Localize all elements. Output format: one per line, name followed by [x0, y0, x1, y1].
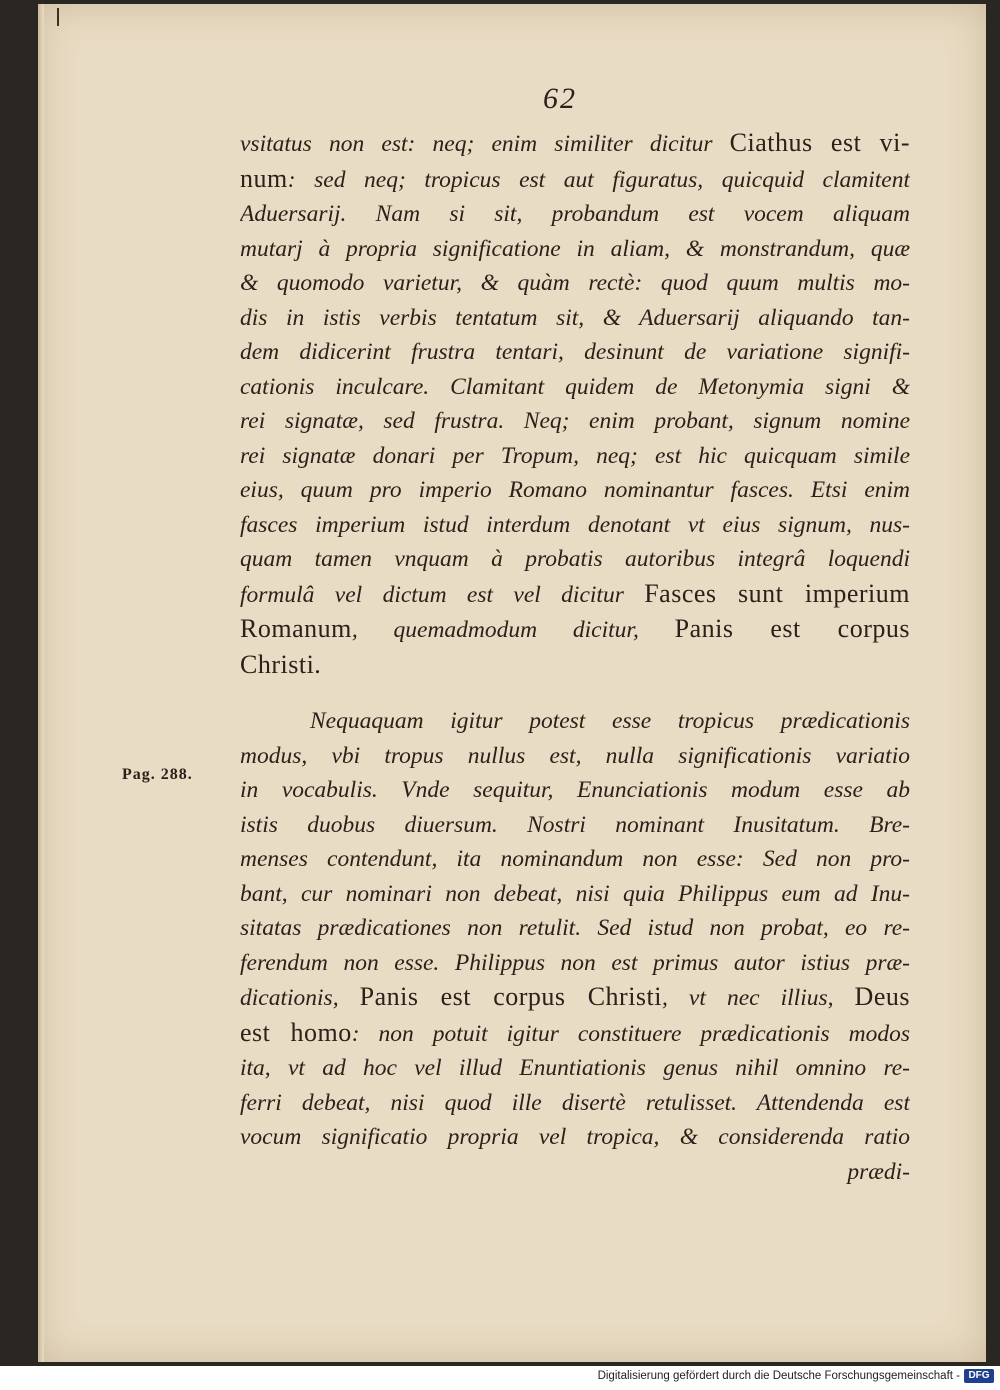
footer-credit: Digitalisierung gefördert durch die Deutsche Forschungsgemeinschaft - [597, 1370, 960, 1382]
text-line [240, 577, 910, 613]
italic-text: eius, quum pro imperio Romano nominantur fasces. Etsi enim [240, 477, 910, 503]
italic-text: Aduersarij. Nam si sit, probandum est vocem aliquam [240, 201, 910, 227]
italic-text: formulâ vel dictum est vel dicitur [240, 581, 645, 608]
text-line [240, 773, 910, 808]
text-line [240, 301, 910, 336]
italic-text: & quomodo varietur, & quàm rectè: quod quum multis mo- [240, 270, 910, 296]
italic-text: Nequaquam igitur potest esse tropicus prædicationis [310, 708, 910, 734]
italic-text: quam tamen vnquam à probatis autoribus integrâ loquendi [240, 546, 910, 572]
roman-text: Panis est corpus Christi [359, 982, 662, 1011]
paragraph-1 [240, 126, 910, 683]
italic-text: : non potuit igitur constituere prædicationis modos [351, 1020, 910, 1047]
italic-text: prædi- [847, 1158, 910, 1185]
text-line [240, 946, 910, 981]
text-line [240, 266, 910, 301]
roman-text: Christi. [240, 649, 322, 679]
italic-text: vocum significatio propria vel tropica, & considerenda ratio [240, 1124, 910, 1150]
roman-text: Ciathus est vi- [729, 128, 910, 157]
text-line [240, 808, 910, 843]
roman-text: Panis est corpus [674, 614, 910, 643]
text-line [240, 542, 910, 577]
dfg-logo: DFG [964, 1369, 994, 1383]
text-line [240, 335, 910, 370]
page-tick-mark [57, 8, 59, 26]
italic-text: sitatas prædicationes non retulit. Sed istud non probat, eo re- [240, 915, 910, 941]
text-line [240, 1155, 910, 1190]
italic-text: ferri debeat, nisi quod ille disertè retulisset. Attendenda est [240, 1089, 910, 1116]
text-line [240, 911, 910, 946]
text-line [240, 1086, 910, 1121]
text-line [240, 370, 910, 405]
italic-text: ita, vt ad hoc vel illud Enuntiationis genus nihil omnino re- [240, 1055, 910, 1081]
text-line [240, 404, 910, 439]
italic-text: rei signatæ donari per Tropum, neq; est hic quicquam simile [240, 442, 910, 469]
italic-text: dem didicerint frustra tentari, desinunt de variatione signifi- [240, 339, 910, 365]
italic-text: dicationis, [240, 985, 360, 1011]
roman-text: Deus [854, 982, 910, 1011]
text-line [240, 648, 910, 684]
italic-text: in vocabulis. Vnde sequitur, Enunciationis modum esse ab [240, 777, 910, 803]
roman-text: Fasces sunt imperium [644, 578, 910, 608]
text-line [240, 508, 910, 543]
italic-text: fasces imperium istud interdum denotant vt eius signum, nus- [240, 511, 910, 538]
text-line [240, 1016, 910, 1052]
text-line [240, 197, 910, 232]
text-line [240, 877, 910, 912]
page-gutter-shadow [38, 4, 44, 1362]
text-line [240, 842, 910, 877]
roman-text: Romanum [240, 614, 352, 643]
italic-text: ferendum non esse. Philippus non est primus autor istius præ- [240, 949, 910, 976]
paragraph-2 [240, 704, 910, 1189]
text-line [240, 704, 910, 739]
roman-text: num [240, 163, 288, 193]
text-line [240, 232, 910, 267]
italic-text: , quemadmodum dicitur, [351, 617, 675, 643]
text-line [240, 473, 910, 508]
text-line [240, 1120, 910, 1155]
text-line [240, 126, 910, 162]
italic-text: bant, cur nominari non debeat, nisi quia Philippus eum ad Inu- [240, 880, 910, 907]
text-line [240, 980, 910, 1016]
text-line [240, 1051, 910, 1086]
text-line [240, 162, 910, 198]
italic-text: rei signatæ, sed frustra. Neq; enim probant, signum nomine [240, 408, 910, 434]
italic-text: modus, vbi tropus nullus est, nulla significationis variatio [240, 742, 910, 769]
italic-text: menses contendunt, ita nominandum non esse: Sed non pro- [240, 846, 910, 872]
italic-text: dis in istis verbis tentatum sit, & Aduersarij aliquando tan- [240, 304, 910, 331]
text-line [240, 739, 910, 774]
margin-note: Pag. 288. [122, 766, 193, 783]
italic-text: vsitatus non est: neq; enim similiter dicitur [240, 131, 730, 157]
text-line [240, 439, 910, 474]
page-number: 62 [543, 82, 577, 115]
text-line [240, 612, 910, 648]
italic-text: istis duobus diuersum. Nostri nominant Inusitatum. Bre- [240, 811, 910, 838]
italic-text: cationis inculcare. Clamitant quidem de Metonymia signi & [240, 373, 910, 400]
italic-text: , vt nec illius, [662, 985, 855, 1011]
italic-text: mutarj à propria significatione in aliam, & monstrandum, quæ [240, 235, 910, 262]
roman-text: est homo [240, 1017, 352, 1047]
italic-text: : sed neq; tropicus est aut figuratus, quicquid clamitent [287, 166, 910, 193]
